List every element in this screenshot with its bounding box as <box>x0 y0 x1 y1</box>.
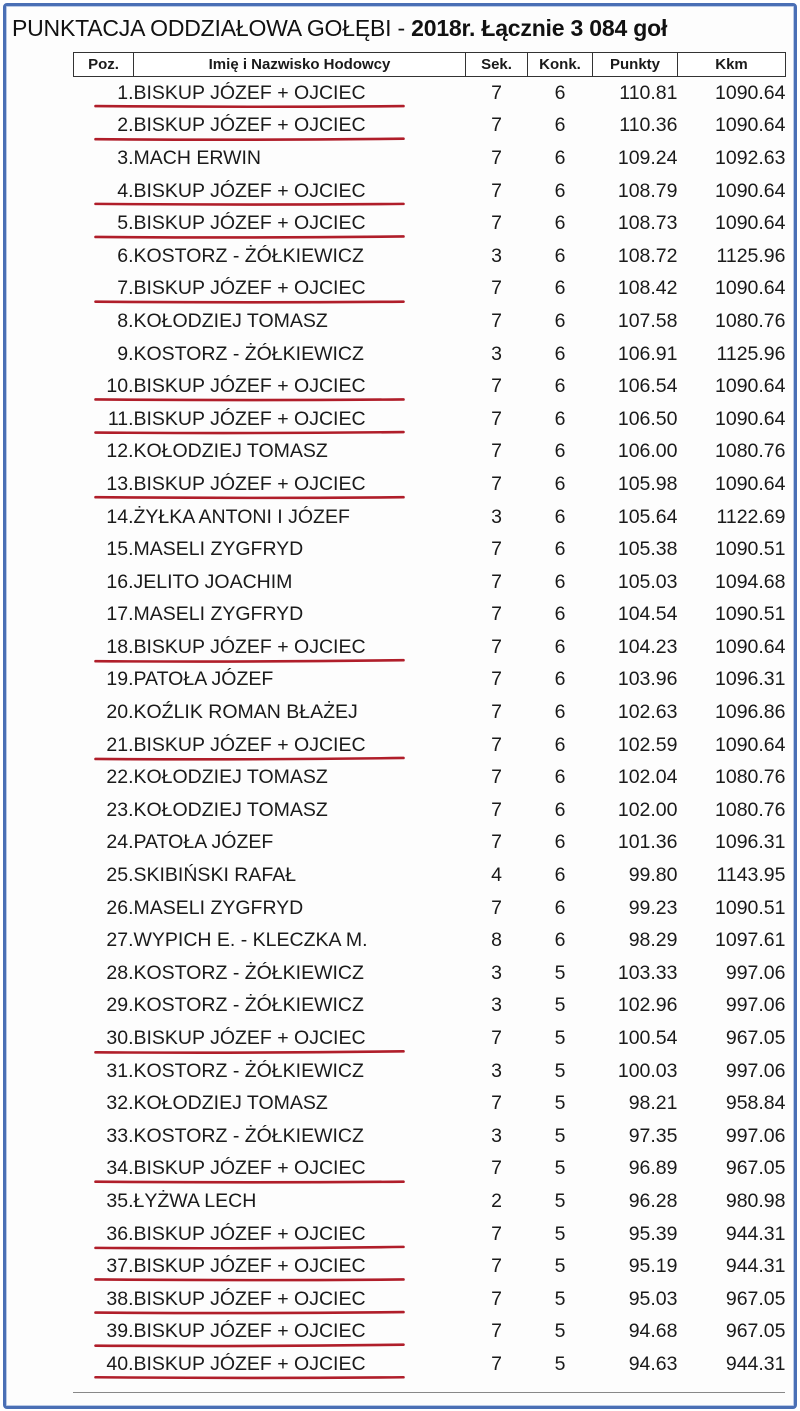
row-position: 21. <box>106 733 134 756</box>
row-position: 5. <box>117 212 134 235</box>
title-bold-text: 2018r. Łącznie 3 084 goł <box>411 15 668 41</box>
row-kkm: 1125.96 <box>716 244 786 267</box>
row-kkm: 1090.64 <box>715 81 786 104</box>
row-section: 7 <box>491 538 502 561</box>
row-competitions: 5 <box>554 1255 566 1278</box>
row-position: 7. <box>117 277 134 300</box>
row-points: 105.64 <box>617 505 678 528</box>
table-row <box>74 990 786 1023</box>
row-section: 7 <box>491 146 502 169</box>
row-competitions: 6 <box>554 505 566 528</box>
row-section: 7 <box>491 277 502 300</box>
row-points: 105.38 <box>617 538 678 561</box>
table-row <box>74 729 786 762</box>
row-competitions: 5 <box>554 1092 566 1115</box>
row-position: 27. <box>106 929 134 952</box>
row-section: 8 <box>491 929 502 952</box>
row-points: 102.59 <box>617 733 678 756</box>
row-position: 37. <box>106 1255 134 1278</box>
table-row <box>74 175 786 208</box>
row-competitions: 6 <box>554 929 566 952</box>
row-section: 3 <box>491 1059 502 1082</box>
page-title <box>12 15 667 42</box>
row-section: 7 <box>491 114 502 137</box>
row-kkm: 1090.51 <box>715 896 786 919</box>
row-competitions: 5 <box>554 1352 566 1375</box>
row-breeder-name: KOŁODZIEJ TOMASZ <box>133 309 328 332</box>
row-section: 7 <box>491 440 502 463</box>
row-position: 38. <box>106 1287 134 1310</box>
row-section: 7 <box>491 179 502 202</box>
row-section: 7 <box>491 1222 502 1245</box>
row-breeder-name: KOSTORZ - ŻÓŁKIEWICZ <box>133 1059 364 1082</box>
row-kkm: 958.84 <box>725 1092 786 1115</box>
row-kkm: 1090.64 <box>715 472 786 495</box>
row-position: 14. <box>106 505 134 528</box>
row-points: 106.91 <box>617 342 678 365</box>
row-section: 3 <box>491 961 502 984</box>
row-section: 7 <box>491 733 502 756</box>
table-row <box>74 305 786 338</box>
table-row <box>74 859 786 892</box>
row-points: 95.03 <box>628 1287 678 1310</box>
row-kkm: 1090.64 <box>715 407 786 430</box>
title-text: PUNKTACJA ODDZIAŁOWA GOŁĘBI - <box>12 15 412 41</box>
table-row <box>74 892 786 925</box>
table-row <box>74 1153 786 1186</box>
row-competitions: 6 <box>554 831 566 854</box>
row-points: 104.23 <box>617 635 678 658</box>
row-position: 30. <box>106 1027 134 1050</box>
row-competitions: 6 <box>554 179 566 202</box>
row-points: 100.03 <box>617 1059 678 1082</box>
row-kkm: 1090.51 <box>715 603 786 626</box>
row-competitions: 6 <box>554 309 566 332</box>
row-position: 9. <box>117 342 134 365</box>
row-position: 11. <box>107 407 134 430</box>
row-breeder-name: MACH ERWIN <box>133 146 261 169</box>
row-position: 18. <box>106 635 134 658</box>
row-section: 7 <box>491 1255 502 1278</box>
row-position: 2. <box>117 114 134 137</box>
row-competitions: 6 <box>554 668 566 691</box>
row-points: 110.81 <box>619 81 678 104</box>
row-kkm: 1096.86 <box>715 701 786 724</box>
row-points: 103.33 <box>617 961 678 984</box>
row-competitions: 5 <box>554 1157 566 1180</box>
table-row <box>74 1283 786 1316</box>
row-position: 33. <box>106 1124 134 1147</box>
row-points: 105.03 <box>617 570 678 593</box>
row-competitions: 6 <box>554 538 566 561</box>
row-kkm: 1096.31 <box>715 831 786 854</box>
row-section: 3 <box>491 505 502 528</box>
row-breeder-name: BISKUP JÓZEF + OJCIEC <box>133 179 366 202</box>
table-row <box>74 273 786 306</box>
row-section: 7 <box>491 701 502 724</box>
row-competitions: 6 <box>554 896 566 919</box>
row-kkm: 1080.76 <box>715 440 786 463</box>
row-section: 7 <box>491 570 502 593</box>
table-row <box>74 1120 786 1153</box>
row-breeder-name: BISKUP JÓZEF + OJCIEC <box>133 81 366 104</box>
row-breeder-name: BISKUP JÓZEF + OJCIEC <box>133 114 366 137</box>
row-kkm: 967.05 <box>725 1287 786 1310</box>
row-section: 7 <box>491 1352 502 1375</box>
header-row <box>74 53 786 77</box>
row-position: 25. <box>106 864 134 887</box>
row-competitions: 5 <box>554 1222 566 1245</box>
row-section: 7 <box>491 1320 502 1343</box>
row-breeder-name: KOŹLIK ROMAN BŁAŻEJ <box>133 701 358 724</box>
row-breeder-name: ŁYŻWA LECH <box>133 1189 257 1212</box>
row-position: 1. <box>117 81 134 104</box>
row-section: 7 <box>491 1092 502 1115</box>
row-points: 100.54 <box>617 1027 678 1050</box>
row-kkm: 1080.76 <box>715 309 786 332</box>
row-section: 7 <box>491 1157 502 1180</box>
row-position: 36. <box>106 1222 134 1245</box>
row-section: 7 <box>491 668 502 691</box>
row-position: 34. <box>106 1157 134 1180</box>
row-breeder-name: KOŁODZIEJ TOMASZ <box>133 1092 328 1115</box>
row-competitions: 6 <box>554 864 566 887</box>
row-breeder-name: MASELI ZYGFRYD <box>133 896 304 919</box>
column-header-competitions: Konk. <box>528 53 593 77</box>
table-row <box>74 110 786 143</box>
row-kkm: 1090.64 <box>715 179 786 202</box>
row-kkm: 997.06 <box>725 961 786 984</box>
table-row <box>74 1022 786 1055</box>
row-position: 3. <box>117 146 134 169</box>
row-competitions: 6 <box>554 114 566 137</box>
row-breeder-name: ŻYŁKA ANTONI I JÓZEF <box>133 505 350 528</box>
table-row <box>74 1185 786 1218</box>
row-points: 104.54 <box>617 603 678 626</box>
table-row <box>74 142 786 175</box>
row-points: 105.98 <box>617 472 678 495</box>
row-points: 95.19 <box>628 1255 678 1278</box>
row-competitions: 6 <box>554 277 566 300</box>
row-position: 29. <box>106 994 134 1017</box>
row-section: 3 <box>491 1124 502 1147</box>
table-row <box>74 599 786 632</box>
row-breeder-name: WYPICH E. - KLECZKA M. <box>133 929 368 952</box>
row-section: 7 <box>491 212 502 235</box>
table-row <box>74 696 786 729</box>
row-section: 2 <box>491 1189 502 1212</box>
row-position: 39. <box>106 1320 134 1343</box>
row-breeder-name: JELITO JOACHIM <box>133 570 293 593</box>
row-points: 101.36 <box>617 831 678 854</box>
row-points: 103.96 <box>617 668 678 691</box>
row-breeder-name: KOŁODZIEJ TOMASZ <box>133 440 328 463</box>
row-kkm: 1090.64 <box>715 212 786 235</box>
column-header-position: Poz. <box>74 53 134 77</box>
row-kkm: 944.31 <box>725 1255 786 1278</box>
row-breeder-name: KOSTORZ - ŻÓŁKIEWICZ <box>133 1124 364 1147</box>
row-kkm: 1122.69 <box>716 505 786 528</box>
table-row <box>74 566 786 599</box>
table-row <box>74 631 786 664</box>
column-header-section: Sek. <box>466 53 528 77</box>
table-row <box>74 370 786 403</box>
row-breeder-name: BISKUP JÓZEF + OJCIEC <box>133 375 366 398</box>
row-section: 7 <box>491 798 502 821</box>
row-competitions: 6 <box>554 472 566 495</box>
row-competitions: 5 <box>554 1059 566 1082</box>
row-breeder-name: BISKUP JÓZEF + OJCIEC <box>133 1157 366 1180</box>
row-kkm: 1092.63 <box>715 146 786 169</box>
table-row <box>74 794 786 827</box>
row-position: 6. <box>117 244 134 267</box>
table-row <box>74 1087 786 1120</box>
column-header-kkm: Kkm <box>678 53 786 77</box>
row-points: 94.68 <box>628 1320 678 1343</box>
row-position: 20. <box>106 701 134 724</box>
table-row <box>74 501 786 534</box>
row-points: 110.36 <box>619 114 678 137</box>
row-kkm: 1097.61 <box>715 929 786 952</box>
row-competitions: 6 <box>554 81 566 104</box>
row-breeder-name: BISKUP JÓZEF + OJCIEC <box>133 733 366 756</box>
row-breeder-name: KOSTORZ - ŻÓŁKIEWICZ <box>133 342 364 365</box>
row-kkm: 1143.95 <box>716 864 786 887</box>
row-points: 108.42 <box>617 277 678 300</box>
row-points: 94.63 <box>628 1352 678 1375</box>
row-kkm: 1125.96 <box>716 342 786 365</box>
table-row <box>74 207 786 240</box>
row-position: 32. <box>106 1092 134 1115</box>
row-breeder-name: BISKUP JÓZEF + OJCIEC <box>133 407 366 430</box>
row-kkm: 967.05 <box>725 1320 786 1343</box>
table-row <box>74 1316 786 1349</box>
row-points: 102.00 <box>617 798 678 821</box>
row-breeder-name: KOSTORZ - ŻÓŁKIEWICZ <box>133 244 364 267</box>
row-position: 15. <box>106 538 134 561</box>
row-points: 98.29 <box>628 929 678 952</box>
row-points: 108.73 <box>617 212 678 235</box>
row-breeder-name: KOŁODZIEJ TOMASZ <box>133 766 328 789</box>
row-competitions: 6 <box>554 635 566 658</box>
row-position: 8. <box>117 309 134 332</box>
row-points: 106.50 <box>617 407 678 430</box>
row-section: 7 <box>491 635 502 658</box>
table-row <box>74 664 786 697</box>
row-points: 108.79 <box>617 179 678 202</box>
row-points: 102.96 <box>617 994 678 1017</box>
table-body <box>74 77 786 1381</box>
table-row <box>74 468 786 501</box>
row-breeder-name: BISKUP JÓZEF + OJCIEC <box>133 1352 366 1375</box>
row-kkm: 1090.51 <box>715 538 786 561</box>
table-row <box>74 1055 786 1088</box>
row-competitions: 6 <box>554 440 566 463</box>
table-row <box>74 1348 786 1381</box>
row-points: 96.89 <box>628 1157 678 1180</box>
row-breeder-name: BISKUP JÓZEF + OJCIEC <box>133 472 366 495</box>
row-position: 4. <box>117 179 134 202</box>
row-kkm: 997.06 <box>725 994 786 1017</box>
row-kkm: 1090.64 <box>715 733 786 756</box>
row-competitions: 6 <box>554 146 566 169</box>
row-competitions: 5 <box>554 1027 566 1050</box>
row-kkm: 944.31 <box>725 1222 786 1245</box>
row-breeder-name: KOSTORZ - ŻÓŁKIEWICZ <box>133 961 364 984</box>
row-section: 7 <box>491 375 502 398</box>
column-header-points: Punkty <box>593 53 678 77</box>
row-breeder-name: KOSTORZ - ŻÓŁKIEWICZ <box>133 994 364 1017</box>
row-position: 17. <box>106 603 134 626</box>
row-kkm: 967.05 <box>725 1027 786 1050</box>
row-position: 26. <box>106 896 134 919</box>
row-breeder-name: BISKUP JÓZEF + OJCIEC <box>133 1320 366 1343</box>
row-breeder-name: BISKUP JÓZEF + OJCIEC <box>133 1255 366 1278</box>
row-competitions: 5 <box>554 961 566 984</box>
row-position: 12. <box>106 440 134 463</box>
row-points: 95.39 <box>628 1222 678 1245</box>
row-breeder-name: BISKUP JÓZEF + OJCIEC <box>133 212 366 235</box>
row-section: 7 <box>491 766 502 789</box>
row-competitions: 6 <box>554 244 566 267</box>
row-breeder-name: PATOŁA JÓZEF <box>133 668 274 691</box>
row-section: 7 <box>491 831 502 854</box>
table-row <box>74 1250 786 1283</box>
row-kkm: 1090.64 <box>715 375 786 398</box>
row-breeder-name: KOŁODZIEJ TOMASZ <box>133 798 328 821</box>
row-competitions: 5 <box>554 994 566 1017</box>
table-row <box>74 957 786 990</box>
row-position: 22. <box>106 766 134 789</box>
row-section: 7 <box>491 603 502 626</box>
row-competitions: 6 <box>554 407 566 430</box>
row-competitions: 5 <box>554 1189 566 1212</box>
table-row <box>74 533 786 566</box>
row-competitions: 5 <box>554 1287 566 1310</box>
table-row <box>74 924 786 957</box>
row-kkm: 1080.76 <box>715 766 786 789</box>
row-position: 23. <box>106 798 134 821</box>
row-section: 7 <box>491 472 502 495</box>
row-kkm: 967.05 <box>725 1157 786 1180</box>
row-breeder-name: BISKUP JÓZEF + OJCIEC <box>133 277 366 300</box>
table-row <box>74 436 786 469</box>
row-kkm: 1090.64 <box>715 635 786 658</box>
row-kkm: 1094.68 <box>715 570 786 593</box>
table-row <box>74 240 786 273</box>
row-section: 3 <box>491 994 502 1017</box>
row-position: 13. <box>106 472 134 495</box>
row-points: 106.00 <box>617 440 678 463</box>
table-row <box>74 338 786 371</box>
row-competitions: 6 <box>554 212 566 235</box>
row-section: 7 <box>491 1027 502 1050</box>
row-section: 7 <box>491 81 502 104</box>
row-breeder-name: PATOŁA JÓZEF <box>133 831 274 854</box>
row-points: 96.28 <box>628 1189 678 1212</box>
column-header-breeder: Imię i Nazwisko Hodowcy <box>134 53 466 77</box>
row-kkm: 1080.76 <box>715 798 786 821</box>
row-points: 109.24 <box>617 146 678 169</box>
row-competitions: 6 <box>554 375 566 398</box>
row-points: 102.63 <box>617 701 678 724</box>
row-section: 3 <box>491 342 502 365</box>
row-breeder-name: MASELI ZYGFRYD <box>133 603 304 626</box>
row-breeder-name: SKIBIŃSKI RAFAŁ <box>133 864 297 887</box>
row-competitions: 6 <box>554 798 566 821</box>
row-section: 7 <box>491 407 502 430</box>
row-competitions: 6 <box>554 733 566 756</box>
table-row <box>74 403 786 436</box>
row-breeder-name: BISKUP JÓZEF + OJCIEC <box>133 635 366 658</box>
row-kkm: 1090.64 <box>715 277 786 300</box>
table-row <box>74 761 786 794</box>
table-row <box>74 827 786 860</box>
row-breeder-name: BISKUP JÓZEF + OJCIEC <box>133 1287 366 1310</box>
row-points: 99.80 <box>628 864 678 887</box>
row-position: 40. <box>106 1352 134 1375</box>
row-position: 28. <box>106 961 134 984</box>
row-section: 7 <box>491 1287 502 1310</box>
row-section: 4 <box>491 864 502 887</box>
row-points: 108.72 <box>617 244 678 267</box>
row-position: 24. <box>106 831 134 854</box>
row-points: 107.58 <box>617 309 678 332</box>
row-position: 35. <box>106 1189 134 1212</box>
row-kkm: 980.98 <box>725 1189 786 1212</box>
row-competitions: 6 <box>554 570 566 593</box>
row-section: 7 <box>491 309 502 332</box>
row-points: 102.04 <box>617 766 678 789</box>
row-points: 106.54 <box>617 375 678 398</box>
row-position: 31. <box>106 1059 134 1082</box>
row-points: 99.23 <box>628 896 678 919</box>
row-competitions: 6 <box>554 603 566 626</box>
row-kkm: 997.06 <box>725 1059 786 1082</box>
table-row <box>74 77 786 110</box>
row-points: 98.21 <box>628 1092 678 1115</box>
row-position: 19. <box>106 668 134 691</box>
row-kkm: 1096.31 <box>715 668 786 691</box>
row-kkm: 1090.64 <box>715 114 786 137</box>
row-position: 10. <box>106 375 134 398</box>
row-competitions: 5 <box>554 1320 566 1343</box>
row-section: 7 <box>491 896 502 919</box>
row-section: 3 <box>491 244 502 267</box>
row-kkm: 944.31 <box>725 1352 786 1375</box>
row-competitions: 6 <box>554 766 566 789</box>
row-points: 97.35 <box>628 1124 678 1147</box>
row-kkm: 997.06 <box>725 1124 786 1147</box>
row-competitions: 6 <box>554 342 566 365</box>
results-table <box>73 52 786 1381</box>
row-breeder-name: BISKUP JÓZEF + OJCIEC <box>133 1222 366 1245</box>
row-competitions: 5 <box>554 1124 566 1147</box>
table-row <box>74 1218 786 1251</box>
row-breeder-name: BISKUP JÓZEF + OJCIEC <box>133 1027 366 1050</box>
row-competitions: 6 <box>554 701 566 724</box>
row-breeder-name: MASELI ZYGFRYD <box>133 538 304 561</box>
table-bottom-rule <box>73 1392 785 1393</box>
row-position: 16. <box>106 570 134 593</box>
